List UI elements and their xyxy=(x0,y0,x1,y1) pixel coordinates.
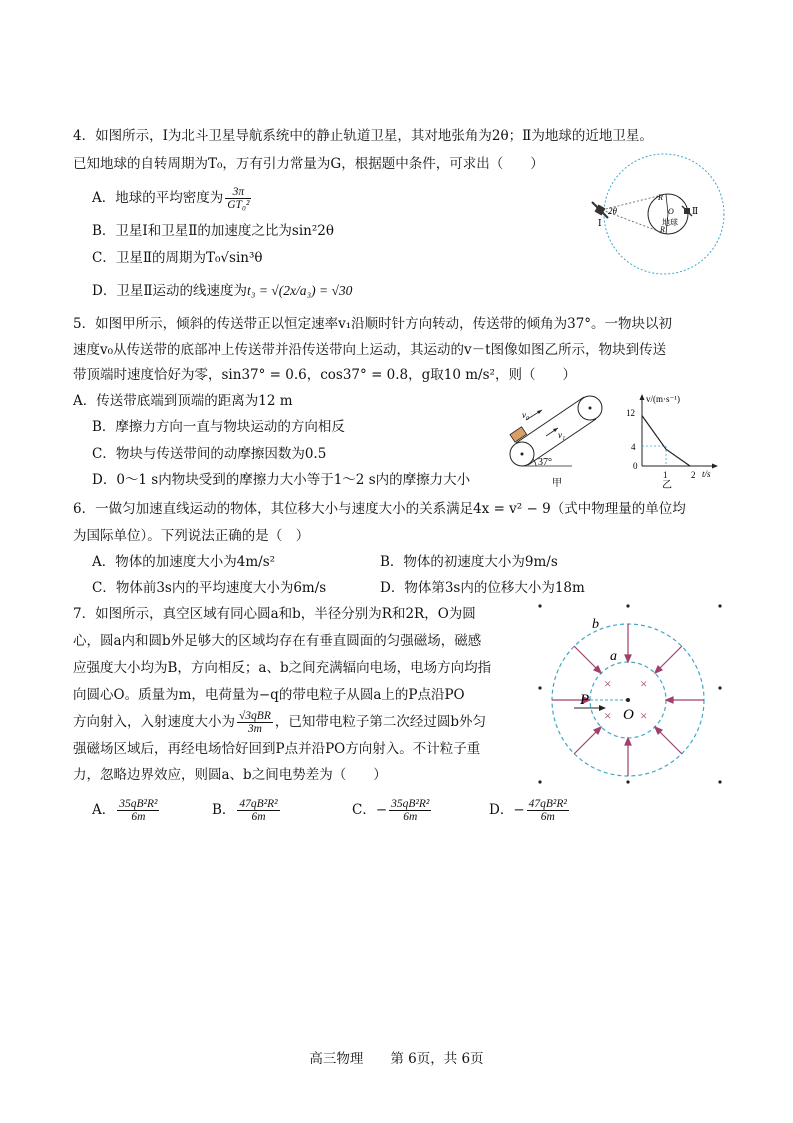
q4-stem-line1: 4．如图所示，Ⅰ为北斗卫星导航系统中的静止轨道卫星，其对地张角为2θ；Ⅱ为地球的近地卫星。 xyxy=(73,128,653,144)
conveyor-block xyxy=(510,427,527,442)
q7-stem-line3: 应强度大小均为B，方向相反；a、b之间充满辐向电场，电场方向均指 xyxy=(73,660,492,676)
q7-option-c-den: 6m xyxy=(403,811,418,823)
q7-option-c xyxy=(352,798,433,823)
q5-fig-label-v0: v₀ xyxy=(522,410,530,420)
q7-option-b-label: B． xyxy=(212,802,236,818)
q7-figure xyxy=(532,596,732,796)
q4-figure xyxy=(588,148,728,278)
q7-option-c-fraction xyxy=(389,798,431,823)
q4-fig-label-2theta: 2θ xyxy=(608,206,617,216)
q7-option-c-sign: − xyxy=(375,802,388,818)
q5-fig-label-angle: 37° xyxy=(538,457,552,468)
conveyor-top-axle xyxy=(589,407,592,410)
q5-option-a: A．传送带底端到顶端的距离为12 m xyxy=(73,393,293,409)
q7-option-d-label: D． xyxy=(489,802,514,818)
page-footer: 高三物理 第 6页，共 6页 xyxy=(309,1051,484,1067)
q4-option-d-expr: t₃ = √(2x/a₃) = √30 xyxy=(247,283,353,298)
q6-stem-line2: 为国际单位）。下列说法正确的是（ ） xyxy=(73,528,310,544)
q7-option-c-num: 35qB²R² xyxy=(391,798,430,810)
q4-option-b: B．卫星Ⅰ和卫星Ⅱ的加速度之比为sin²2θ xyxy=(92,223,334,239)
q4-option-a-den: GT₀² xyxy=(227,199,250,211)
q5-fig-caption-yi: 乙 xyxy=(662,480,672,490)
q6-stem-line1: 6．一做匀加速直线运动的物体，其位移大小与速度大小的关系满足4x = v² − 9（式中物理量的单位均 xyxy=(73,501,686,517)
v0-arrow-head xyxy=(537,410,542,414)
q7-velocity-fraction xyxy=(237,710,273,735)
q5-vt-graph xyxy=(614,390,724,490)
q5-option-b: B．摩擦力方向一直与物块运动的方向相反 xyxy=(92,419,345,435)
q4-orbit-circle xyxy=(604,154,724,274)
q5-option-d: D．0～1 s内物块受到的摩擦力大小等于1～2 s内的摩擦力大小 xyxy=(92,472,471,488)
q7-cross-3: × xyxy=(604,708,612,723)
vt-x-arrow xyxy=(712,464,718,469)
q7-option-a-den: 6m xyxy=(131,811,146,823)
q7-fig-label-P: P xyxy=(580,692,590,708)
q6-option-b: B．物体的初速度大小为9m/s xyxy=(380,554,558,570)
q7-option-b-den: 6m xyxy=(251,811,266,823)
q7-stem-line2: 心，圆a内和圆b外足够大的区域均存在有垂直圆面的匀强磁场，磁感 xyxy=(73,633,482,649)
q7-stem-line5-b: ，已知带电粒子第二次经过圆b外匀 xyxy=(274,714,487,730)
q7-option-d-fraction xyxy=(527,798,569,823)
q4-option-a xyxy=(92,186,253,211)
q7-option-d-num: 47qB²R² xyxy=(528,798,567,810)
satellite-I-icon xyxy=(592,202,608,218)
q7-stem-line5-a: 方向射入，入射速度大小为 xyxy=(73,714,235,730)
vt-origin-label: 0 xyxy=(633,461,638,471)
q4-stem-line2: 已知地球的自转周期为T₀，万有引力常量为G，根据题中条件，可求出（ ） xyxy=(73,156,544,172)
q4-option-d-text: D．卫星Ⅱ运动的线速度为 xyxy=(92,283,247,299)
vt-xtick-1: 1 xyxy=(663,470,668,480)
conveyor-bottom-axle xyxy=(521,453,524,456)
q7-cross-1: × xyxy=(604,676,612,691)
q7-velocity-num: √3qBR xyxy=(239,710,271,722)
q5-stem-line3: 带顶端时速度恰好为零，sin37° = 0.6，cos37° = 0.8，g取10 m/s²，则（ ） xyxy=(73,367,576,383)
q5-option-c: C．物块与传送带间的动摩擦因数为0.5 xyxy=(92,446,327,462)
q4-option-c: C．卫星Ⅱ的周期为T₀√sin³θ xyxy=(92,250,263,266)
q7-option-c-label: C． xyxy=(352,802,376,818)
q6-option-c: C．物体前3s内的平均速度大小为6m/s xyxy=(92,580,327,596)
q4-fig-label-II: Ⅱ xyxy=(692,206,699,216)
q5-stem-line1: 5．如图甲所示，倾斜的传送带正以恒定速率v₁沿顺时针方向转动，传送带的倾角为37°。一物块以初 xyxy=(73,316,673,332)
q7-stem-line7: 力，忽略边界效应，则圆a、b之间电势差为（ ） xyxy=(73,767,387,783)
q7-option-a-label: A． xyxy=(92,802,116,818)
q7-stem-line5 xyxy=(73,710,486,735)
q7-fig-label-O: O xyxy=(623,707,634,723)
q5-fig-caption-jia: 甲 xyxy=(552,478,562,489)
q7-option-a xyxy=(92,798,161,823)
q7-stem-line6: 强磁场区域后，再经电场恰好回到P点并沿PO方向射入。不计粒子重 xyxy=(73,741,481,757)
q7-option-b-fraction xyxy=(237,798,279,823)
q4-fig-label-O: O xyxy=(668,207,674,216)
q7-option-a-num: 35qB²R² xyxy=(119,798,158,810)
q7-fig-label-a: a xyxy=(610,649,617,664)
q7-option-d xyxy=(489,798,571,823)
vt-ylabel: v/(m·s⁻¹) xyxy=(646,394,680,404)
q7-fig-label-b: b xyxy=(592,617,599,632)
q4-option-a-num: 3π xyxy=(225,186,251,199)
q4-fig-label-I: Ⅰ xyxy=(598,218,602,228)
q7-option-a-fraction xyxy=(117,798,159,823)
q7-stem-line1: 7．如图所示，真空区域有同心圆a和b，半径分别为R和2R，O为圆 xyxy=(73,606,476,622)
vt-xlabel: t/s xyxy=(702,469,711,479)
q7-field-dots xyxy=(538,604,721,783)
q5-stem-line2: 速度v₀从传送带的底部冲上传送带并沿传送带向上运动，其运动的v－t图像如图乙所示，物块到传送 xyxy=(73,342,667,358)
q7-option-b xyxy=(212,798,282,823)
q7-option-b-num: 47qB²R² xyxy=(239,798,278,810)
q7-option-d-sign: − xyxy=(513,802,525,818)
q7-velocity-den: 3m xyxy=(247,723,262,735)
vt-ytick-4: 4 xyxy=(631,442,636,452)
vt-xtick-2: 2 xyxy=(691,470,696,480)
q7-center-O xyxy=(626,698,630,702)
q7-cross-4: × xyxy=(640,708,648,723)
vt-ytick-12: 12 xyxy=(626,408,635,418)
vt-y-arrow xyxy=(640,394,645,400)
q4-option-a-fraction xyxy=(225,186,251,211)
q4-fig-label-earth: 地球 xyxy=(662,218,678,227)
q4-option-a-text: A．地球的平均密度为 xyxy=(92,190,224,206)
q7-cross-2: × xyxy=(640,676,648,691)
q4-option-d xyxy=(92,282,352,300)
q7-option-d-den: 6m xyxy=(540,811,555,823)
q6-option-d: D．物体第3s内的位移大小为18m xyxy=(380,580,585,596)
q4-fig-label-R2: R xyxy=(660,225,665,234)
q5-fig-label-v1: v₁ xyxy=(558,430,566,440)
q5-figure-jia xyxy=(502,390,612,490)
q6-option-a: A．物体的加速度大小为4m/s² xyxy=(92,554,276,570)
q4-fig-label-R1: R xyxy=(658,193,663,202)
q7-stem-line4: 向圆心O。质量为m，电荷量为−q的带电粒子从圆a上的P点沿PO xyxy=(73,687,465,703)
